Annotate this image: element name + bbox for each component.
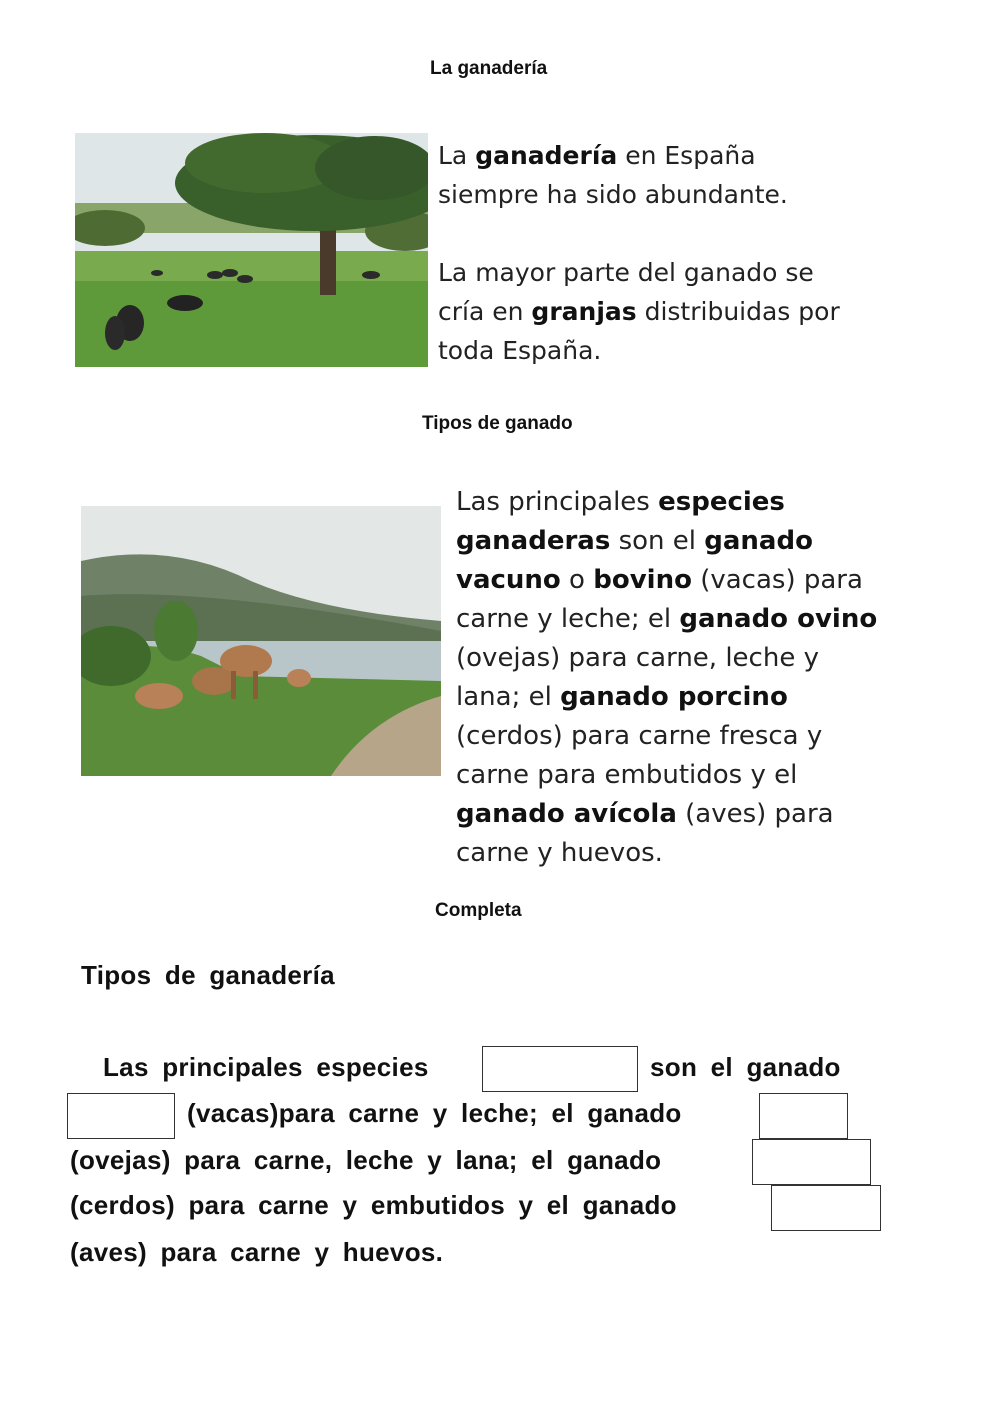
blank-ovino-input[interactable]: [760, 1094, 847, 1138]
intro-paragraph: La ganadería en España siempre ha sido abundante. La mayor parte del ganado se cría en granjas distribuidas por toda España.: [438, 141, 840, 365]
worksheet-line-1b: son el ganado: [650, 1052, 841, 1082]
livestock-types-paragraph: Las principales especies ganaderas son el ganado vacuno o bovino (vacas) para carne y leche; el ganado ovino (ovejas) para carne, leche y lana; el ganado porcino (cerdos) para carne fresca y carne para embutidos y el ganado avícola (aves) para carne y huevos.: [456, 487, 878, 868]
section-title-ganaderia: La ganadería: [430, 58, 548, 79]
blank-ovino[interactable]: [759, 1093, 848, 1139]
blank-vacuno[interactable]: [67, 1093, 175, 1139]
blank-vacuno-input[interactable]: [68, 1094, 174, 1138]
photo-cattle-lake: [81, 506, 441, 776]
blank-avicola[interactable]: [771, 1185, 881, 1231]
blank-especies[interactable]: [482, 1046, 638, 1092]
section-title-completa: Completa: [435, 900, 522, 921]
worksheet-title: Tipos de ganadería: [81, 960, 335, 990]
blank-porcino[interactable]: [752, 1139, 871, 1185]
worksheet-line-4: (cerdos) para carne y embutidos y el ganado: [70, 1190, 677, 1220]
blank-especies-input[interactable]: [483, 1047, 637, 1091]
section-title-tipos-ganado: Tipos de ganado: [422, 413, 573, 434]
worksheet-line-2: (vacas)para carne y leche; el ganado: [187, 1098, 682, 1128]
blank-porcino-input[interactable]: [753, 1140, 870, 1184]
worksheet-line-1a: Las principales especies: [103, 1052, 429, 1082]
blank-avicola-input[interactable]: [772, 1186, 880, 1230]
worksheet-line-3: (ovejas) para carne, leche y lana; el ganado: [70, 1145, 662, 1175]
photo-pigs-dehesa: [75, 133, 428, 367]
worksheet-line-5: (aves) para carne y huevos.: [70, 1237, 444, 1267]
